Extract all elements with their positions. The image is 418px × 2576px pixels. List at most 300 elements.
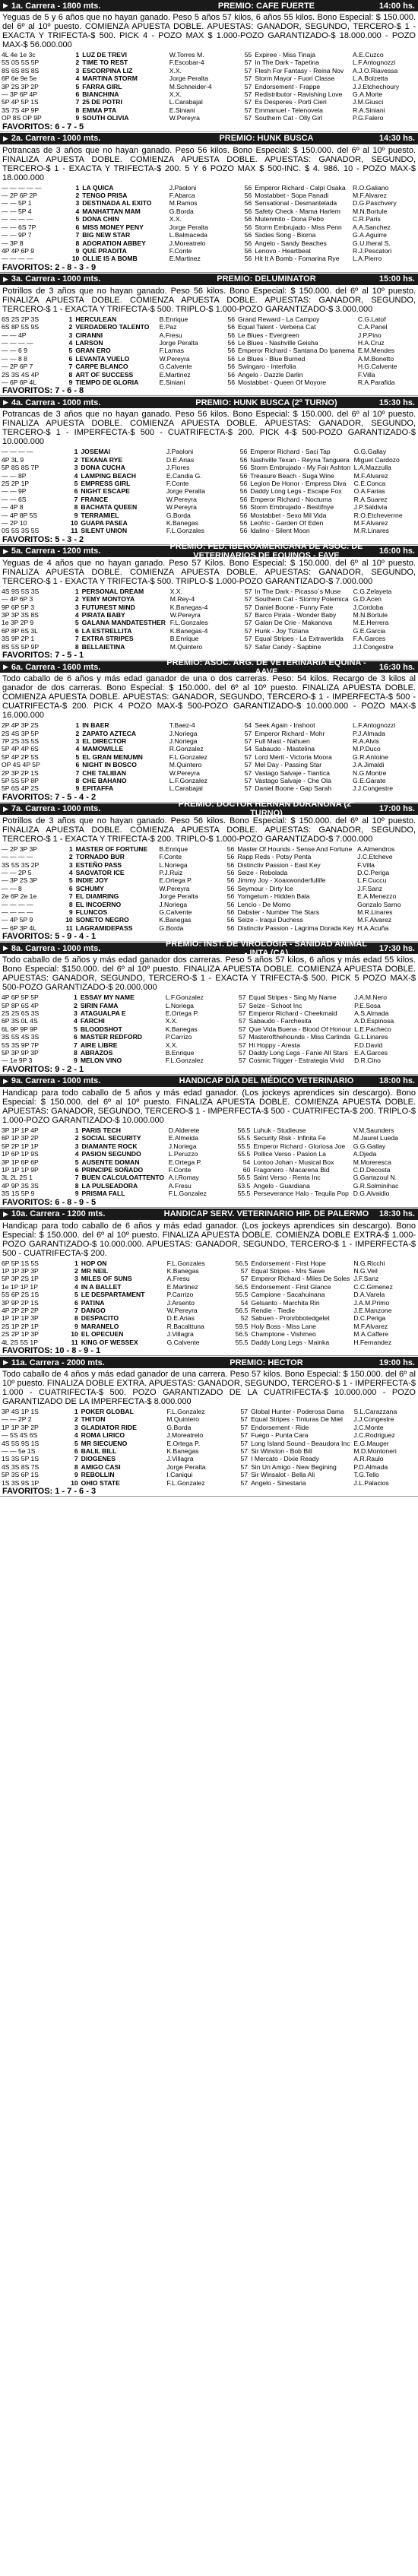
recent-form: 2S 1P 2P 1P — [2, 1322, 39, 1330]
triangle-icon: ▶ — [3, 944, 8, 952]
pedigree: Jimmy Joy - Xoaxwonderfullife — [237, 876, 326, 885]
jockey-name: K.Banegas — [166, 1266, 199, 1275]
horse-name: GLADIATOR RIDE — [81, 1423, 137, 1431]
pedigree: Endorsement - First Glance — [251, 1282, 331, 1291]
trainer-name: S.L.Carazzana — [353, 1408, 397, 1415]
weight: 57 — [244, 90, 252, 99]
trainer-name: M.F.Alvarez — [353, 192, 387, 200]
horse-name: DONA CHIN — [82, 215, 119, 223]
jockey-name: D.Alderete — [168, 1126, 200, 1134]
trainer-name: L.A.Pierro — [353, 255, 382, 263]
recent-form: — 2P 3P 3P — [2, 844, 37, 853]
trainer-name: C.C.Gimenez — [353, 1282, 393, 1291]
horse-number: 2 — [74, 1001, 78, 1009]
table-row — [0, 1174, 418, 1181]
table-row — [0, 737, 418, 745]
table-row — [0, 1314, 418, 1322]
table-row — [0, 595, 418, 603]
horse-name: AUSENTE DOMAN — [81, 1158, 140, 1166]
recent-form: 4S 3S 8S 7S — [2, 1462, 40, 1471]
horse-name: GRAN ERO — [75, 347, 111, 355]
trainer-name: P.J.Almada — [353, 729, 385, 737]
recent-form: 4P 2P 2P 2P — [2, 1306, 39, 1314]
favorites-line: FAVORITOS: 6 - 7 - 5 — [0, 122, 418, 132]
horse-name: MARANELO — [81, 1322, 119, 1330]
race-block — [0, 1209, 418, 1356]
race-premio: PREMIO: HUNK BUSCA (2º TURNO) — [195, 398, 337, 407]
horse-name: VERDADERO TALENTO — [75, 323, 150, 331]
recent-form: — — 6S — [2, 495, 27, 503]
weight: 56 — [227, 347, 235, 355]
horse-name: ART OF SUCCESS — [75, 370, 134, 379]
recent-form: 1S 3S 5P 1S — [2, 1455, 40, 1463]
horse-number: 4 — [74, 471, 78, 480]
jockey-name: F.L.Gonzales — [166, 1259, 205, 1267]
horse-number: 4 — [74, 1017, 78, 1025]
trainer-name: J.J.Congestre — [353, 642, 394, 651]
weight: 57 — [240, 1455, 249, 1463]
horse-number: 7 — [74, 1455, 78, 1463]
weight: 56 — [244, 207, 252, 215]
recent-form: 5P 3P 2S 1P — [2, 1275, 39, 1283]
jockey-name: F.L.Gonzalez — [165, 1057, 204, 1065]
horse-name: SOCIAL SECURITY — [81, 1134, 141, 1142]
table-row — [0, 199, 418, 207]
horse-number: 5 — [75, 82, 80, 90]
race-time: 17:30 hs. — [378, 943, 415, 953]
horse-number: 5 — [74, 619, 79, 627]
horse-number: 9 — [74, 1322, 78, 1330]
recent-form: 3P 1P 1P 4P — [2, 1126, 39, 1134]
race-header — [0, 397, 418, 408]
table-row — [0, 588, 418, 595]
horse-number: 9 — [74, 511, 78, 519]
jockey-name: K.Banegas-4 — [169, 626, 208, 635]
race-block — [0, 1357, 418, 1497]
pedigree: Lenovo - Heartbeat — [255, 246, 311, 255]
weight: 55.5 — [237, 1142, 251, 1150]
horse-name: ZAPATO AZTECA — [82, 729, 137, 737]
horse-name: ATAGUALPA E — [80, 1009, 126, 1018]
table-row — [0, 1431, 418, 1439]
horse-number: 1 — [75, 51, 80, 59]
horse-name: PRISMA FALL — [81, 1190, 125, 1198]
pedigree: Global Hunter - Poderosa Dama — [251, 1408, 344, 1415]
weight: 56 — [226, 860, 235, 869]
recent-form: 1P 6P 1P 9S — [2, 1150, 39, 1158]
pedigree: Dabster - Number The Stars — [237, 908, 320, 916]
horse-number: 1 — [74, 448, 78, 456]
recent-form: — — 5e 1S — [2, 1447, 36, 1456]
recent-form: — — 5P 1 — [2, 199, 32, 208]
pedigree: Emperor Richard - Gloriosa Joe — [253, 1142, 346, 1150]
pedigree: Legion De Honor - Empress Diva — [250, 480, 347, 487]
recent-form: 4L 2S 5S 1P — [2, 1338, 38, 1346]
trainer-name: L.F.Antognozzi — [353, 59, 396, 67]
trainer-name: M.N.Bortule — [353, 611, 388, 619]
weight: 57 — [244, 603, 252, 611]
weight: 56 — [239, 455, 248, 464]
horse-name: FARRA GIRL — [82, 82, 122, 90]
table-row — [0, 472, 418, 480]
race-premio: PREMIO: CAFE FUERTE — [217, 1, 315, 11]
recent-form: — 4P 8 — [2, 503, 24, 512]
horse-number: 8 — [74, 642, 79, 651]
recent-form: 3P 1P 6P 6P — [2, 1158, 39, 1166]
recent-form: — 3P 2S 3P — [2, 876, 38, 885]
jockey-name: L.F.Gonzalez — [165, 993, 204, 1002]
pedigree: Barco Pirata - Wonder Baby — [255, 611, 337, 619]
horse-number: 7 — [75, 231, 80, 239]
table-row — [0, 339, 418, 347]
weight: 56.5 — [237, 1174, 251, 1182]
weight: 57 — [240, 1439, 249, 1447]
horse-name: TERRAMIEL — [81, 511, 119, 519]
race-time: 15:30 hs. — [378, 398, 415, 407]
weight: 56 — [227, 315, 235, 323]
table-row — [0, 215, 418, 223]
weight: 57 — [244, 619, 252, 627]
recent-form: — 2P 10 — [2, 519, 27, 528]
jockey-name: F.L.Gonzalez — [169, 753, 207, 761]
weight: 56.5 — [235, 1306, 249, 1314]
jockey-name: M.Ramos — [169, 199, 198, 208]
race-title: 1a. Carrera - 1800 mts. — [11, 1, 101, 11]
jockey-name: P.Carrizo — [165, 1033, 192, 1041]
trainer-name: L.F.Cuccu — [357, 876, 387, 885]
pedigree: Seymour - Dirty Ice — [237, 884, 293, 892]
race-conditions: Handicap para todo caballo de 5 años y más edad ganador. (Los jockeys aprendices sin descargo). Bono Especial: $ 150.000. del 6º al 10º puesto. FINALIZA APUESTA DOBLE. COMIENZA APUESTA DOBLE. APUESTAS: GANADOR, SEGUNDO, TERCERO-$ 1 - IMPERFECTA-$ 500 - CUATRIFECTA-$ 200. TRIPLO-$ 1.000-POZO GARANTIZADO-$ 10.000.000 — [2, 1088, 416, 1125]
race-premio: HANDICAP SERV. VETERINARIO HIP. DE PALERMO — [163, 1209, 369, 1219]
recent-form: — 6P 6P 4L — [2, 378, 37, 386]
table-row — [0, 223, 418, 231]
horse-number: 1 — [75, 183, 80, 192]
weight: 56 — [227, 338, 235, 347]
table-row — [0, 1440, 418, 1447]
race-conditions: Todo caballo de 5 años y más edad ganador dos carreras. Peso 5 años 57 kilos, 6 años y más edad 55 kilos. Bono Especial: $150.000. del 6º al 10º puesto. FINALIZA APUESTA DOBLE. COMIENZA APUESTA DOBLE. APUESTAS: GANADOR, SEGUNDO, TERCERO-$ 1 - EXACTA Y TRIFECTA-$ 500. PICK 5 POZO MAX-$ 500-POZO GARANTIZADO-$ 20.000.000 — [2, 955, 416, 993]
table-row — [0, 1041, 418, 1049]
jockey-name: J.Noriega — [159, 900, 188, 908]
horse-number: 7 — [74, 635, 79, 643]
jockey-name: X.X. — [165, 1041, 178, 1049]
recent-form: 6P 3S 0L 4S — [2, 1017, 38, 1025]
table-row — [0, 363, 418, 370]
recent-form: 9P 6P 5P 3 — [2, 603, 35, 611]
pedigree: Sixties Song - Biorna — [255, 231, 316, 239]
table-row — [0, 1330, 418, 1338]
weight: 56 — [226, 876, 235, 885]
triangle-icon: ▶ — [3, 663, 8, 671]
recent-form: 4P 9P 3S 3S — [2, 1181, 39, 1190]
entries-table — [0, 184, 418, 263]
weight: 55.5 — [237, 1134, 251, 1142]
table-row — [0, 869, 418, 876]
table-row — [0, 753, 418, 761]
weight: 56 — [239, 519, 248, 528]
table-row — [0, 730, 418, 737]
table-row — [0, 853, 418, 860]
jockey-name: X.X. — [169, 587, 182, 595]
trainer-name: G.R.Solminihac — [353, 1181, 399, 1190]
horse-name: LARSON — [75, 338, 103, 347]
pedigree: Le Blues - Nashville Geisha — [238, 338, 318, 347]
pedigree: Daddy Long Legs - Escape Fox — [250, 487, 342, 496]
trainer-name: J.M.Giusci — [353, 98, 384, 106]
weight: 57 — [240, 1447, 249, 1456]
horse-name: EL OPECUEN — [81, 1330, 124, 1339]
pedigree: Campione - Sacahuinana — [251, 1291, 325, 1299]
jockey-name: E.Ortega P. — [166, 1439, 201, 1447]
pedigree: Endorsement - Ride — [251, 1423, 309, 1431]
pedigree: Daniel Boone - Gap Sarah — [255, 784, 332, 793]
pedigree: Es Desperes - Porti Cieri — [255, 98, 327, 106]
race-title: 10a. Carrera - 1200 mts. — [11, 1209, 106, 1219]
jockey-name: J.Arsento — [166, 1298, 195, 1307]
weight: 56 — [239, 464, 248, 472]
race-block — [0, 1076, 418, 1208]
trainer-name: M.A.Caffere — [353, 1330, 389, 1339]
weight: 56.5 — [235, 1282, 249, 1291]
horse-number: 2 — [74, 1134, 79, 1142]
pedigree: Emperor Richard - Calpi Osaka — [255, 183, 346, 192]
horse-name: OHIO STATE — [81, 1478, 120, 1487]
table-row — [0, 892, 418, 900]
jockey-name: E.Ortega P. — [159, 876, 193, 885]
weight: 56 — [227, 370, 235, 379]
trainer-name: A.R.Raulo — [353, 1455, 384, 1463]
trainer-name: J.J.Congestre — [353, 1415, 394, 1424]
pedigree: Hunk - Joy Tiziana — [255, 626, 309, 635]
trainer-name: M.F.Alvarez — [353, 519, 388, 528]
horse-name: NIGHT IN BOSCO — [82, 761, 137, 769]
horse-number: 10 — [71, 255, 80, 263]
horse-number: 6 — [74, 487, 78, 496]
weight: 57 — [244, 729, 252, 737]
race-block — [0, 397, 418, 544]
recent-form: — — 8P — [2, 471, 27, 480]
recent-form: — — 5P 4 — [2, 207, 32, 215]
horse-number: 4 — [75, 74, 80, 83]
trainer-name: J.F.Sanz — [353, 1275, 379, 1283]
race-premio: PREMIO: INST. DE VIROLOGIA - SANIDAD ANIMAL - INTA (CA) — [165, 939, 367, 958]
horse-name: JOSEMAI — [81, 448, 111, 456]
race-premio: PREMIO: ASOC. ARG. DE VETERINARIA EQUINA - AAVE — [166, 657, 366, 676]
trainer-name: G.G.Gallay — [353, 1142, 386, 1150]
horse-number: 1 — [74, 587, 79, 595]
weight: 54 — [240, 1298, 249, 1307]
trainer-name: L.F.Antognozzi — [353, 721, 396, 730]
favorites-line: FAVORITOS: 5 - 3 - 2 — [0, 535, 418, 545]
table-row — [0, 208, 418, 215]
horse-name: HERCULEAN — [75, 315, 117, 323]
pedigree: Storm Embrujado - Miss Penn — [255, 223, 342, 231]
jockey-name: M.Quintero — [169, 642, 203, 651]
weight: 56 — [239, 511, 248, 519]
race-time: 18:00 hs. — [378, 1076, 415, 1086]
pedigree: Storm Embrujado - My Fair Ashton — [250, 464, 351, 472]
weight: 56 — [226, 924, 235, 932]
race-premio: PREMIO: HUNK BUSCA — [219, 134, 314, 144]
horse-name: TORNADO BUR — [75, 853, 125, 861]
jockey-name: D.E.Arias — [166, 455, 195, 464]
race-conditions: Todo caballo de 4 años y más edad ganador de una carrera. Peso 57 kilos. Bono Especial: $ 150.000. del 6º al 10º puesto. FINALIZA DOBLE EXTRA. APUESTAS: GANADOR, SEGUNDO, TERCERO-$ 1 - IMPERFECTA-$ 1.000 - CUATRIFECTA-$ 500. POZO GARANTIZADO DE LA CUATRIFECTA-$ 10.000.000 - POZO GARANTIZADO DE LA IMPERFECTA-$ 8.000.000 — [2, 1370, 416, 1406]
pedigree: Storm Embrujado - Bestifnye — [250, 503, 334, 512]
table-row — [0, 1323, 418, 1330]
jockey-name: J.Villagra — [166, 1330, 194, 1339]
trainer-name: P.G.Falero — [353, 114, 384, 122]
horse-name: ESTEÑO PASS — [75, 860, 122, 869]
horse-name: SONETO NEGRO — [75, 916, 129, 924]
weight: 57 — [240, 1478, 249, 1487]
jockey-name: F.L.Gonzales — [166, 527, 204, 535]
table-row — [0, 59, 418, 66]
trainer-name: J.F.Sanz — [357, 884, 383, 892]
horse-number: 3 — [75, 737, 80, 745]
race-premio: PREMIO: FED. IBEROAMERICANA DE ASOC. DE VETERINARIOS DE EQUINOS - FAVE — [169, 542, 363, 561]
recent-form: — 2P 6P 2P — [2, 192, 37, 200]
jockey-name: F.L.Gonzalez — [166, 1408, 205, 1415]
weight: 55.5 — [235, 1338, 249, 1346]
recent-form: 3S 7S 4P 9P — [2, 106, 40, 114]
jockey-name: J.Flores — [166, 464, 190, 472]
jockey-name: W.Pereyra — [159, 354, 190, 363]
horse-name: CIRANNI — [75, 331, 103, 339]
pedigree: Le Blues - Evergreen — [238, 331, 299, 339]
recent-form: 6P 1P 3P 2P — [2, 1134, 39, 1142]
recent-form: 1e 1P 1P 1P — [2, 1282, 38, 1291]
pedigree: In The Dark - Picasso´s Muse — [255, 587, 341, 595]
horse-name: LEVANTA VUELO — [75, 354, 130, 363]
favorites-line: FAVORITOS: 7 - 5 - 4 - 2 — [0, 793, 418, 803]
jockey-name: L.Carabajal — [169, 784, 203, 793]
table-row — [0, 67, 418, 74]
entries-table — [0, 448, 418, 534]
race-header — [0, 542, 418, 561]
horse-number: 2 — [75, 729, 80, 737]
race-title: 8a. Carrera - 1000 mts. — [11, 943, 101, 953]
horse-name: YEMY MONTOYA — [81, 595, 135, 604]
jockey-name: E.Almeida — [168, 1134, 198, 1142]
table-row — [0, 1307, 418, 1314]
trainer-name: A.D.Espinosa — [354, 1017, 394, 1025]
horse-number: 9 — [68, 378, 73, 386]
weight: 56 — [226, 916, 235, 924]
race-header — [0, 1076, 418, 1087]
pedigree: Sabuen - Pronrbbotedgelet — [251, 1314, 330, 1323]
table-row — [0, 448, 418, 455]
recent-form: 6P 8P 6S 3L — [2, 626, 38, 635]
horse-number: 5 — [74, 1291, 78, 1299]
horse-name: MISS MONEY PENY — [82, 223, 144, 231]
pedigree: Perseverance Halo - Tequila Pop — [253, 1190, 349, 1198]
horse-name: SILENT UNION — [81, 527, 128, 535]
pedigree: Leofric - Garden Of Eden — [250, 519, 324, 528]
table-row — [0, 379, 418, 386]
weight: 56 — [226, 884, 235, 892]
jockey-name: F.Lamas — [159, 347, 185, 355]
pedigree: Emperor Richard - Cheekmaid — [249, 1009, 337, 1018]
race-header — [0, 0, 418, 11]
jockey-name: K.Banegas — [166, 519, 198, 528]
weight: 57 — [240, 1266, 249, 1275]
pedigree: Emperor Richard - Santana Do Ipanema — [238, 347, 355, 355]
race-premio: PREMIO: DOCTOR HERNAN DURAÑONA (2º TURNO) — [178, 800, 355, 819]
weight: 57 — [244, 114, 252, 122]
table-row — [0, 519, 418, 527]
horse-number: 6 — [74, 1298, 78, 1307]
trainer-name: R.O.Etcheverrne — [353, 511, 403, 519]
table-row — [0, 503, 418, 511]
jockey-name: F.Conte — [166, 480, 189, 487]
weight: 57 — [238, 1049, 246, 1057]
jockey-name: W.Pereyra — [169, 768, 200, 777]
recent-form: 3P 3P 3S 8S — [2, 611, 39, 619]
jockey-name: J.Moreatrelo — [166, 1431, 204, 1440]
trainer-name: R.A.Siniani — [353, 106, 385, 114]
weight: 56 — [227, 323, 235, 331]
trainer-name: M.F.Alvarez — [353, 1322, 388, 1330]
table-row — [0, 1424, 418, 1431]
horse-number: 8 — [75, 776, 80, 784]
jockey-name: L.Carabajal — [169, 98, 203, 106]
jockey-name: K.Banegas — [159, 916, 192, 924]
horse-number: 6 — [75, 90, 80, 99]
horse-name: PRINCIPE SOÑADO — [81, 1165, 144, 1174]
jockey-name: T.Baez-4 — [169, 721, 195, 730]
table-row — [0, 527, 418, 534]
horse-name: MANHATTAN MAM — [82, 207, 141, 215]
table-row — [0, 604, 418, 611]
trainer-name: M.N.Bortule — [353, 207, 388, 215]
weight: 56 — [244, 231, 252, 239]
trainer-name: N.G.Ricchi — [353, 1259, 385, 1267]
entries-table — [0, 721, 418, 793]
race-header — [0, 657, 418, 676]
table-row — [0, 1408, 418, 1415]
weight: 57 — [244, 595, 252, 604]
horse-name: BIANCHINA — [82, 90, 119, 99]
recent-form: — — 8 8 — [2, 354, 27, 363]
horse-number: 8 — [74, 1049, 78, 1057]
recent-form: — — 2P 5 — [2, 868, 32, 876]
race-premio: PREMIO: DELUMINATOR — [217, 274, 316, 284]
pedigree: Holy Boss - Miss Lane — [251, 1322, 316, 1330]
recent-form: — — 6 9 — [2, 347, 27, 355]
pedigree: Emperor Richard - Miles De Soles — [251, 1275, 350, 1283]
trainer-name: V.M.Saunders — [353, 1126, 394, 1134]
recent-form: 5P 4P 4P 6S — [2, 745, 39, 753]
jockey-name: B.Enrique — [165, 1049, 195, 1057]
jockey-name: W.Torres M. — [169, 51, 204, 59]
recent-form: 2P 3P 2P 1S — [2, 768, 39, 777]
jockey-name: E.Candia G. — [166, 471, 202, 480]
table-row — [0, 916, 418, 924]
jockey-name: Jorge Peralta — [169, 74, 208, 83]
horse-name: PATINA — [81, 1298, 105, 1307]
trainer-name: M.P.Duco — [353, 745, 381, 753]
recent-form: 2e 6P 2e 1e — [2, 892, 37, 901]
horse-number: 8 — [68, 370, 73, 379]
triangle-icon: ▶ — [3, 1209, 8, 1218]
horse-number: 9 — [75, 784, 80, 793]
pedigree: Seek Again - Inshoot — [255, 721, 315, 730]
pedigree: Equal Stripes - Tinturas De Miel — [251, 1415, 343, 1424]
table-row — [0, 106, 418, 114]
table-row — [0, 924, 418, 932]
recent-form: — — — — — [2, 448, 33, 456]
horse-name: DIOGENES — [81, 1455, 116, 1463]
table-row — [0, 1017, 418, 1025]
